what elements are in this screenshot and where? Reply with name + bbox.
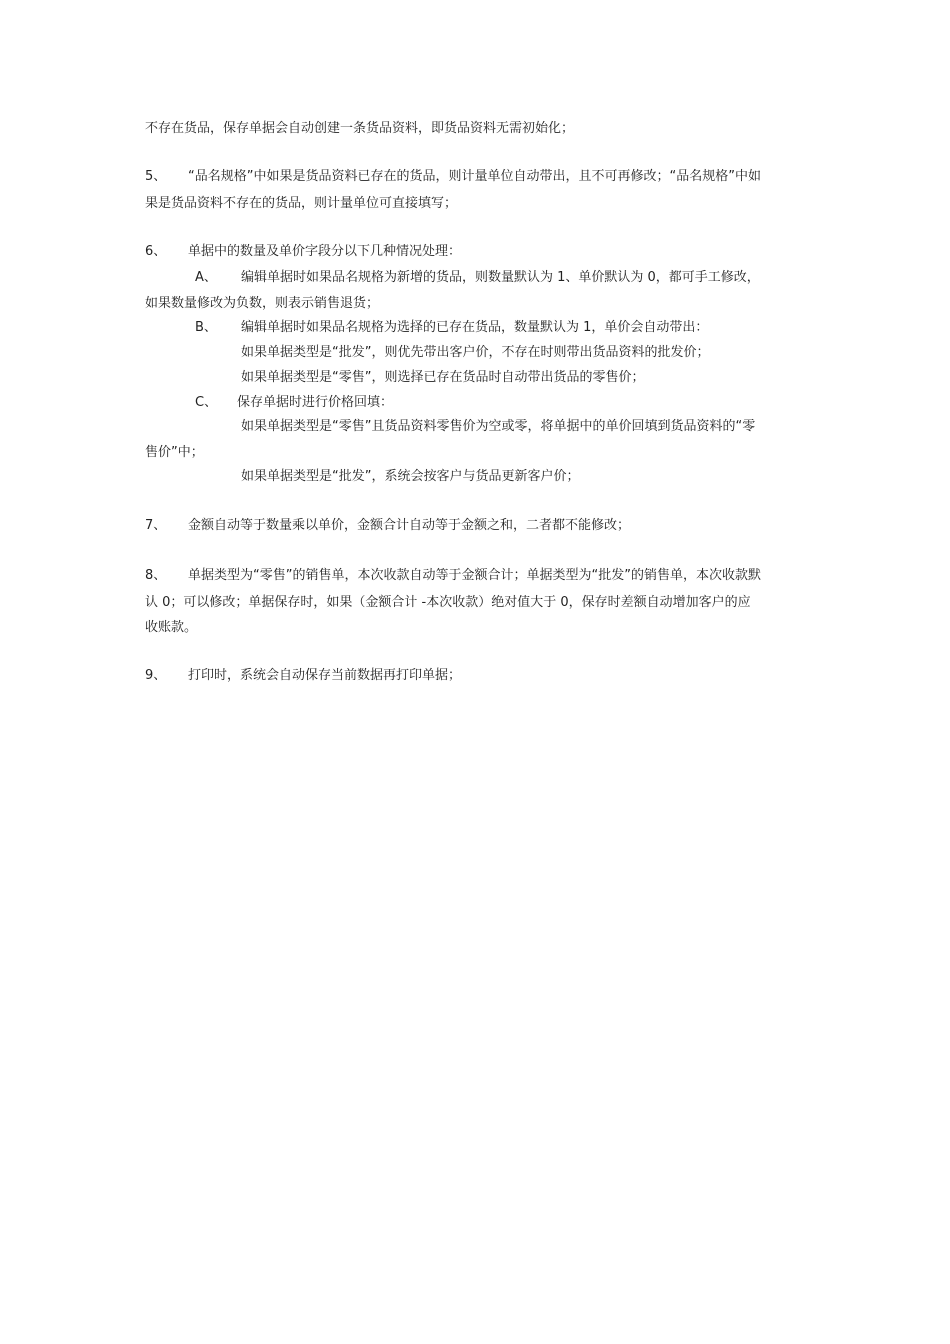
item-b-line-1 (195, 319, 708, 337)
item-a-line-2: 如果数量修改为负数，则表示销售退货； (145, 296, 380, 311)
paragraph-8-line-3: 收账款。 (145, 620, 198, 635)
paragraph-5-line-1 (145, 168, 761, 186)
paragraph-8-text: 单据类型为“零售”的销售单，本次收款自动等于金额合计；单据类型为“批发”的销售单，本次收款默 (188, 568, 761, 583)
paragraph-7-number: 7、 (145, 518, 167, 533)
paragraph-9-text: 打印时，系统会自动保存当前数据再打印单据； (188, 668, 462, 683)
paragraph-6-line-1 (145, 243, 461, 261)
paragraph-9-number: 9、 (145, 668, 167, 683)
paragraph-8-line-2: 认 0；可以修改；单据保存时，如果（金额合计 -本次收款）绝对值大于 0，保存时差额自动增加客户的应 (145, 595, 751, 610)
paragraph-6-text: 单据中的数量及单价字段分以下几种情况处理： (188, 244, 462, 259)
item-c-line-1 (195, 394, 393, 412)
paragraph-6-number: 6、 (145, 244, 167, 259)
item-c-label: C、 (195, 395, 218, 410)
item-c-line-2: 如果单据类型是“零售”且货品资料零售价为空或零，将单据中的单价回填到货品资料的“零 (241, 419, 756, 434)
paragraph-9-line-1 (145, 667, 461, 685)
paragraph-5-text: “品名规格”中如果是货品资料已存在的货品，则计量单位自动带出，且不可再修改；“品名规格”中如 (188, 169, 761, 184)
item-c-text: 保存单据时进行价格回填： (237, 395, 394, 410)
paragraph-8-number: 8、 (145, 568, 167, 583)
item-b-label: B、 (195, 320, 217, 335)
paragraph-7-line-1 (145, 517, 630, 535)
item-a-label: A、 (195, 270, 217, 285)
item-a-text: 编辑单据时如果品名规格为新增的货品，则数量默认为 1、单价默认为 0，都可手工修改， (241, 270, 760, 285)
item-b-line-3: 如果单据类型是“零售”，则选择已存在货品时自动带出货品的零售价； (241, 370, 645, 385)
item-b-line-2: 如果单据类型是“批发”，则优先带出客户价，不存在时则带出货品资料的批发价； (241, 345, 710, 360)
paragraph-5-number: 5、 (145, 169, 167, 184)
item-b-text: 编辑单据时如果品名规格为选择的已存在货品，数量默认为 1，单价会自动带出： (241, 320, 709, 335)
item-c-line-3: 售价”中； (145, 445, 204, 460)
paragraph-7-text: 金额自动等于数量乘以单价，金额合计自动等于金额之和，二者都不能修改； (188, 518, 631, 533)
paragraph-4-line-1: 不存在货品，保存单据会自动创建一条货品资料，即货品资料无需初始化； (145, 121, 575, 136)
paragraph-5-line-2: 果是货品资料不存在的货品，则计量单位可直接填写； (145, 196, 458, 211)
item-c-line-4: 如果单据类型是“批发”，系统会按客户与货品更新客户价； (241, 469, 580, 484)
paragraph-8-line-1 (145, 567, 761, 585)
item-a-line-1 (195, 269, 760, 287)
